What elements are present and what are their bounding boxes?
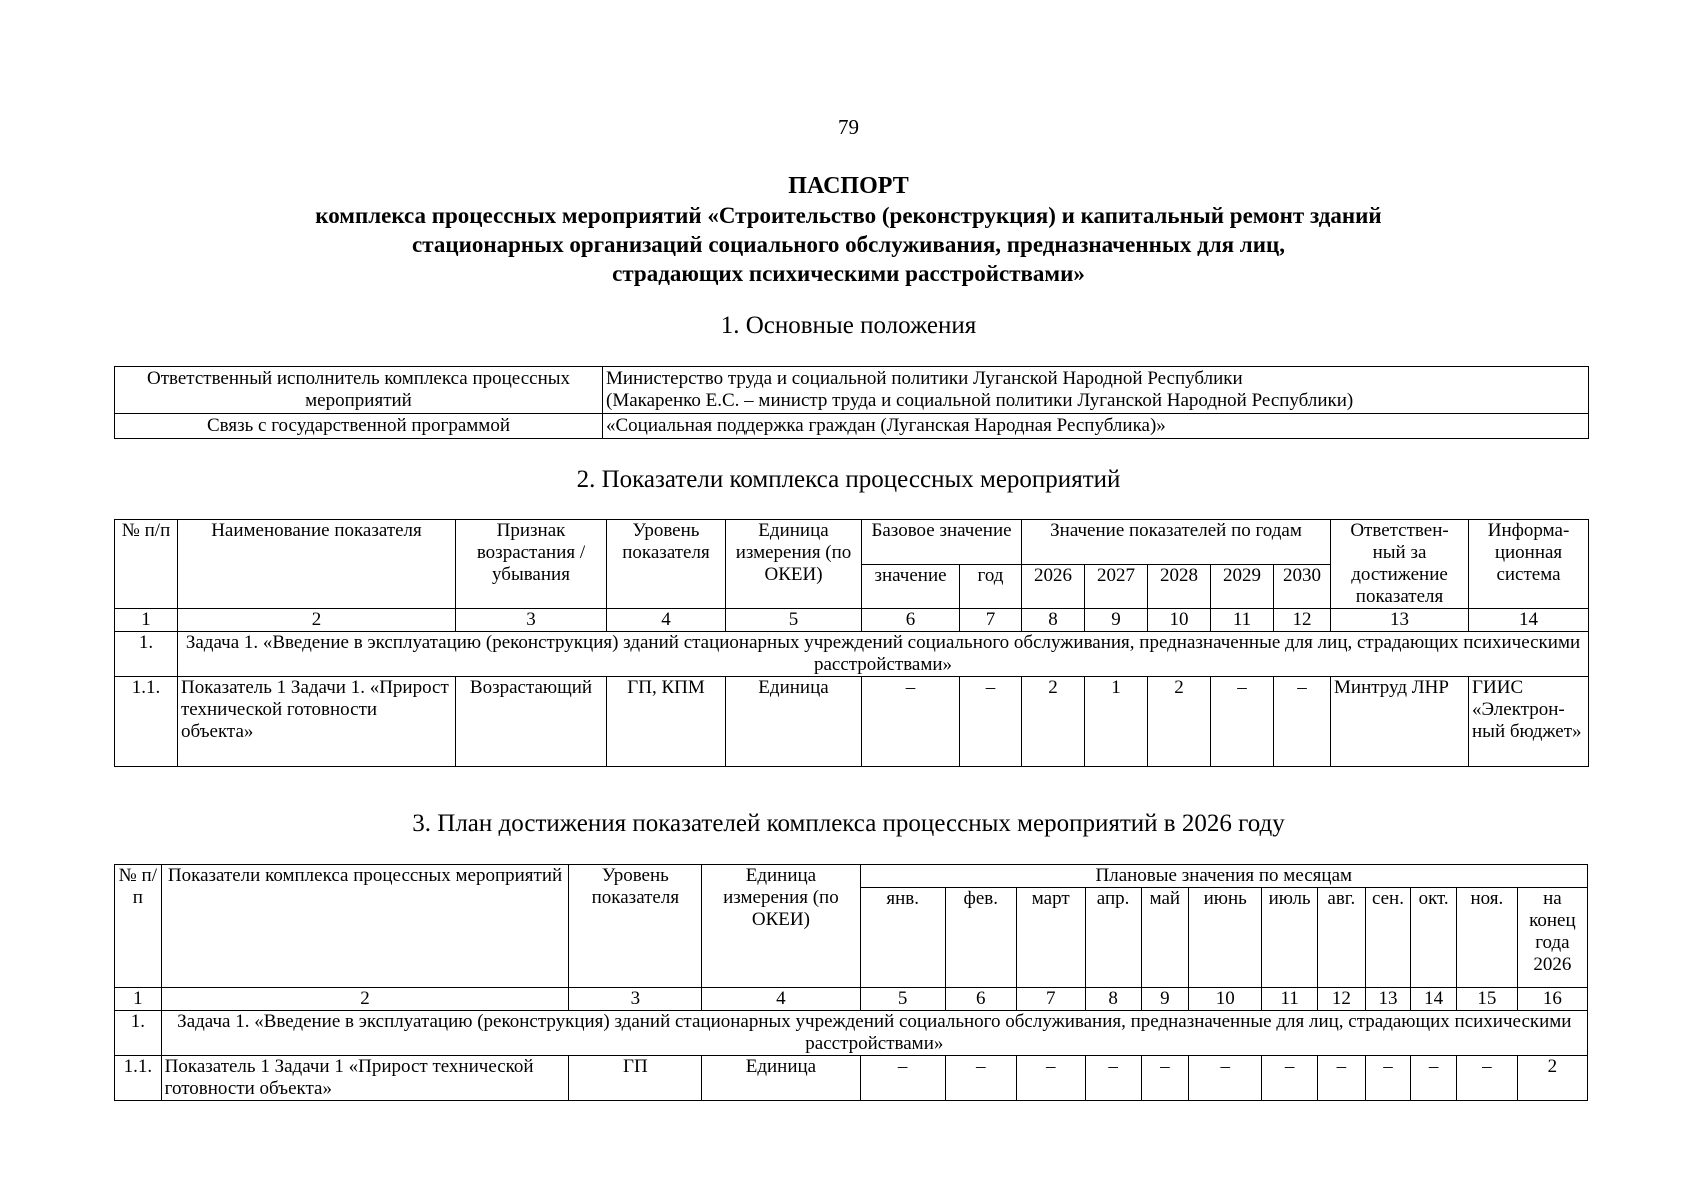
col-number: 15	[1456, 988, 1517, 1011]
col-number: 6	[862, 609, 960, 632]
col-header-month-apr: апр.	[1085, 888, 1141, 988]
monthly-plan-table	[114, 864, 1588, 1101]
plan-value-may: –	[1141, 1056, 1189, 1101]
indicator-value-2026: 2	[1022, 677, 1085, 767]
plan-value-aug: –	[1317, 1056, 1365, 1101]
col-header-sign: Признак возрастания / убывания	[456, 520, 607, 609]
task-row	[115, 1011, 1588, 1056]
col-number: 3	[456, 609, 607, 632]
program-link-label: Связь с государственной программой	[115, 414, 603, 439]
col-number: 10	[1189, 988, 1262, 1011]
col-header-month-oct: окт.	[1411, 888, 1457, 988]
plan-value-jun: –	[1189, 1056, 1262, 1101]
col-header-month-mar: март	[1016, 888, 1085, 988]
col-number: 14	[1411, 988, 1457, 1011]
indicator-value-2028: 2	[1148, 677, 1211, 767]
plan-value-nov: –	[1456, 1056, 1517, 1101]
col-header-year-2026: 2026	[1022, 565, 1085, 609]
task-text: Задача 1. «Введение в эксплуатацию (реконструкция) зданий стационарных учреждений социального обслуживания, предназначенные для лиц, страдающих психическими расстройствами»	[161, 1011, 1587, 1056]
indicators-table	[114, 519, 1589, 767]
col-header-num: № п/п	[115, 865, 162, 988]
col-header-month-jul: июль	[1262, 888, 1318, 988]
indicator-number: 1.1.	[115, 1056, 162, 1101]
section-3-heading: 3. План достижения показателей комплекса процессных мероприятий в 2026 году	[412, 810, 1285, 837]
col-number: 7	[960, 609, 1022, 632]
table-row	[115, 1056, 1588, 1101]
document-title-block	[115, 172, 1582, 288]
col-header-planned: Плановые значения по месяцам	[860, 865, 1587, 888]
plan-value-jan: –	[860, 1056, 945, 1101]
col-number: 14	[1469, 609, 1589, 632]
indicator-unit: Единица	[726, 677, 862, 767]
indicator-level: ГП, КПМ	[607, 677, 726, 767]
indicator-name: Показатель 1 Задачи 1 «Прирост технической готовности объекта»	[161, 1056, 569, 1101]
col-number: 11	[1262, 988, 1318, 1011]
indicator-responsible: Минтруд ЛНР	[1331, 677, 1469, 767]
plan-value-sep: –	[1365, 1056, 1411, 1101]
col-header-level: Уровень показателя	[569, 865, 702, 988]
plan-value-feb: –	[945, 1056, 1016, 1101]
table-header-row	[115, 865, 1588, 888]
col-header-base-value: значение	[862, 565, 960, 609]
col-header-base: Базовое значение	[862, 520, 1022, 565]
task-number: 1.	[115, 632, 178, 677]
col-number: 1	[115, 609, 178, 632]
col-header-month-nov: ноя.	[1456, 888, 1517, 988]
indicator-value-2029: –	[1211, 677, 1274, 767]
indicator-info-system: ГИИС «Электрон-ный бюджет»	[1469, 677, 1589, 767]
plan-value-oct: –	[1411, 1056, 1457, 1101]
document-title: ПАСПОРТ	[788, 173, 909, 199]
col-header-month-may: май	[1141, 888, 1189, 988]
plan-value-mar: –	[1016, 1056, 1085, 1101]
col-number: 3	[569, 988, 702, 1011]
indicator-value-2030: –	[1274, 677, 1331, 767]
col-header-name: Наименование показателя	[178, 520, 456, 609]
page-number: 79	[838, 115, 859, 139]
indicator-base-year: –	[960, 677, 1022, 767]
responsible-executor-value-line-1: Министерство труда и социальной политики Луганской Народной Республики	[606, 368, 1243, 389]
col-number: 5	[726, 609, 862, 632]
indicator-level: ГП	[569, 1056, 702, 1101]
col-header-month-aug: авг.	[1317, 888, 1365, 988]
task-number: 1.	[115, 1011, 162, 1056]
col-header-year-2028: 2028	[1148, 565, 1211, 609]
col-header-month-feb: фев.	[945, 888, 1016, 988]
col-number: 13	[1365, 988, 1411, 1011]
plan-value-jul: –	[1262, 1056, 1318, 1101]
indicator-number: 1.1.	[115, 677, 178, 767]
col-number: 11	[1211, 609, 1274, 632]
col-number: 5	[860, 988, 945, 1011]
col-header-base-year: год	[960, 565, 1022, 609]
col-number: 8	[1022, 609, 1085, 632]
col-number: 10	[1148, 609, 1211, 632]
col-header-responsible: Ответствен-ный за достижение показателя	[1331, 520, 1469, 609]
col-header-month-jan: янв.	[860, 888, 945, 988]
col-number: 4	[607, 609, 726, 632]
col-number: 2	[161, 988, 569, 1011]
task-row	[115, 632, 1589, 677]
table-row	[115, 367, 1589, 414]
col-number: 7	[1016, 988, 1085, 1011]
program-link-value: «Социальная поддержка граждан (Луганская Народная Республика)»	[603, 414, 1589, 439]
indicator-unit: Единица	[702, 1056, 860, 1101]
column-number-row	[115, 988, 1588, 1011]
col-number: 8	[1085, 988, 1141, 1011]
document-subtitle-line-3: страдающих психическими расстройствами»	[612, 261, 1085, 286]
section-2-heading: 2. Показатели комплекса процессных мероприятий	[576, 466, 1121, 493]
task-text: Задача 1. «Введение в эксплуатацию (реконструкция) зданий стационарных учреждений социального обслуживания, предназначенные для лиц, страдающих психическими расстройствами»	[178, 632, 1589, 677]
col-header-info-system: Информа-ционная система	[1469, 520, 1589, 609]
col-header-name: Показатели комплекса процессных мероприятий	[161, 865, 569, 988]
col-header-year-2027: 2027	[1085, 565, 1148, 609]
col-number: 16	[1517, 988, 1587, 1011]
indicator-value-2027: 1	[1085, 677, 1148, 767]
plan-value-year-end: 2	[1517, 1056, 1587, 1101]
col-number: 4	[702, 988, 860, 1011]
col-header-by-years: Значение показателей по годам	[1022, 520, 1331, 565]
indicator-sign: Возрастающий	[456, 677, 607, 767]
col-number: 6	[945, 988, 1016, 1011]
document-subtitle-line-2: стационарных организаций социального обслуживания, предназначенных для лиц,	[412, 232, 1285, 257]
table-header-row	[115, 520, 1589, 565]
table-row	[115, 414, 1589, 439]
col-header-unit: Единица измерения (по ОКЕИ)	[702, 865, 860, 988]
col-header-month-sep: сен.	[1365, 888, 1411, 988]
col-header-year-end: на конец года 2026	[1517, 888, 1587, 988]
col-header-num: № п/п	[115, 520, 178, 609]
indicator-name: Показатель 1 Задачи 1. «Прирост технической готовности объекта»	[178, 677, 456, 767]
col-number: 9	[1085, 609, 1148, 632]
col-number: 2	[178, 609, 456, 632]
table-row	[115, 677, 1589, 767]
col-header-year-2029: 2029	[1211, 565, 1274, 609]
responsible-executor-label: Ответственный исполнитель комплекса процессных мероприятий	[115, 367, 603, 414]
col-header-unit: Единица измерения (по ОКЕИ)	[726, 520, 862, 609]
column-number-row	[115, 609, 1589, 632]
col-number: 12	[1274, 609, 1331, 632]
col-header-level: Уровень показателя	[607, 520, 726, 609]
col-number: 12	[1317, 988, 1365, 1011]
col-number: 1	[115, 988, 162, 1011]
responsible-executor-value	[603, 367, 1589, 414]
section-1-heading: 1. Основные положения	[720, 312, 977, 339]
responsible-executor-value-line-2: (Макаренко Е.С. – министр труда и социальной политики Луганской Народной Республики)	[606, 390, 1354, 411]
col-header-month-jun: июнь	[1189, 888, 1262, 988]
col-header-year-2030: 2030	[1274, 565, 1331, 609]
document-subtitle-line-1: комплекса процессных мероприятий «Строительство (реконструкция) и капитальный ремонт зданий	[315, 203, 1382, 228]
plan-value-apr: –	[1085, 1056, 1141, 1101]
col-number: 9	[1141, 988, 1189, 1011]
indicator-base-value: –	[862, 677, 960, 767]
basic-provisions-table	[114, 366, 1589, 439]
col-number: 13	[1331, 609, 1469, 632]
